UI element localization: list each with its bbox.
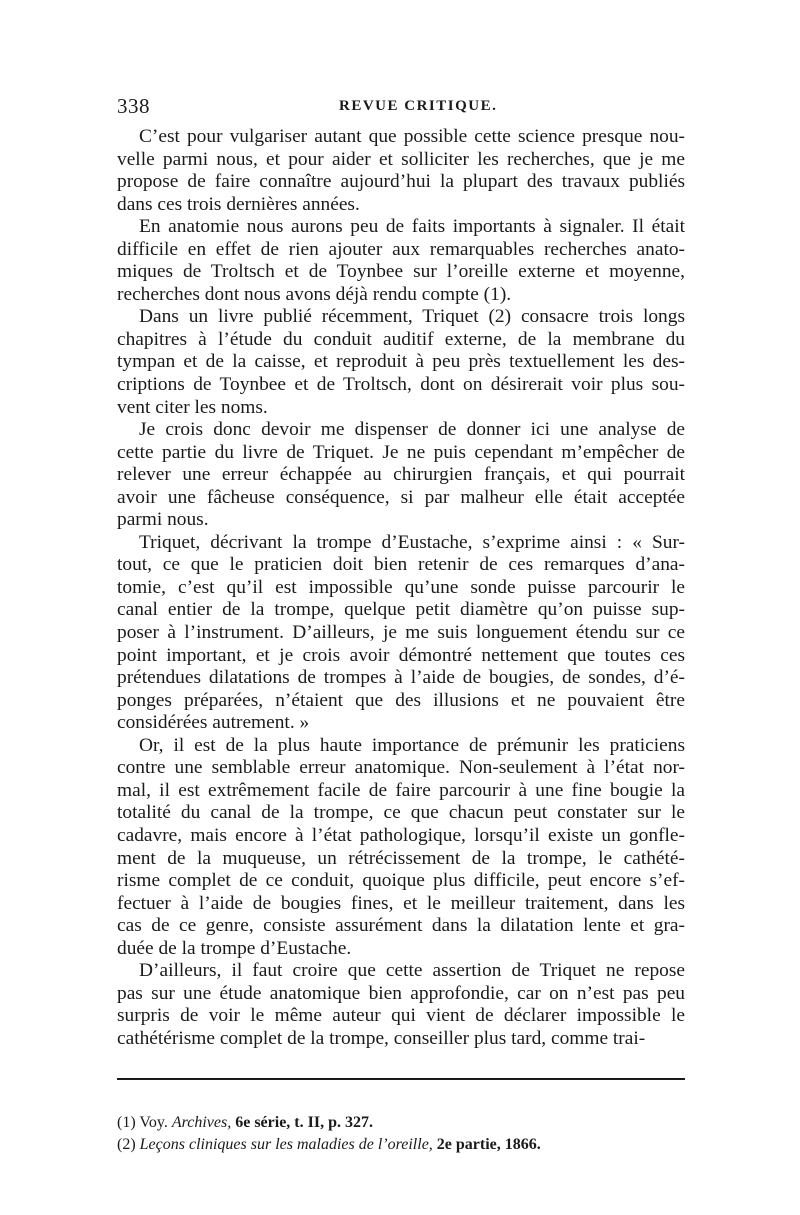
paragraph-line: propose de faire connaître aujourd’hui la plupart des travaux publiés (117, 171, 685, 193)
paragraph-line: Dans un livre publié récemment, Triquet (2) consacre trois longs (139, 306, 685, 328)
paragraph-line: mal, il est extrêmement facile de faire parcourir à une fine bougie la (117, 779, 685, 801)
paragraph-line: dans ces trois dernières années. (117, 193, 360, 215)
paragraph-line: tympan et de la caisse, et reproduit à peu près textuellement les des- (117, 351, 685, 373)
page-header (117, 94, 687, 124)
paragraph-line: ponges préparées, n’étaient que des illusions et ne pouvaient être (117, 689, 685, 711)
footnote-marker: (2) (117, 1136, 136, 1153)
paragraph-line: point important, et je crois avoir démontré nettement que toutes ces (117, 644, 685, 666)
footnote-marker: (1) (117, 1114, 136, 1131)
paragraph-line: cas de ce genre, consiste assurément dans la dilatation lente et gra- (117, 915, 685, 937)
paragraph-line: poser à l’instrument. D’ailleurs, je me suis longuement étendu sur ce (117, 622, 685, 644)
paragraph-line: contre une semblable erreur anatomique. Non-seulement à l’état nor- (117, 757, 685, 779)
paragraph-line: recherches dont nous avons déjà rendu compte (1). (117, 283, 512, 305)
paragraph-line: avoir une fâcheuse conséquence, si par malheur elle était acceptée (117, 486, 685, 508)
paragraph-line: cathétérisme complet de la trompe, conseiller plus tard, comme trai- (117, 1027, 646, 1049)
paragraph-line: tout, ce que le praticien doit bien retenir de ces remarques d’ana- (117, 554, 685, 576)
paragraph-line: difficile en effet de rien ajouter aux remarquables recherches anato- (117, 238, 685, 260)
paragraph-line: miques de Troltsch et de Toynbee sur l’oreille externe et moyenne, (117, 261, 685, 283)
footnote-prefix: Voy. (139, 1114, 168, 1131)
paragraph-line: prétendues dilatations de trompes à l’aide de bougies, de sondes, d’é- (117, 667, 685, 689)
footnote-reference: 2e partie, 1866. (436, 1136, 541, 1153)
paragraph-line: Or, il est de la plus haute importance de prémunir les praticiens (139, 734, 685, 756)
paragraph-line: D’ailleurs, il faut croire que cette assertion de Triquet ne repose (139, 960, 685, 982)
paragraph-line: canal entier de la trompe, quelque petit diamètre qu’on puisse sup- (117, 599, 685, 621)
paragraph-line: cette partie du livre de Triquet. Je ne puis cependant m’empêcher de (117, 441, 685, 463)
paragraph-line: tomie, c’est qu’il est impossible qu’une sonde puisse parcourir le (117, 576, 685, 598)
paragraph-line: chapitres à l’étude du conduit auditif externe, de la membrane du (117, 328, 685, 350)
paragraph-line: En anatomie nous aurons peu de faits importants à signaler. Il était (139, 216, 685, 238)
paragraph-line: totalité du canal de la trompe, ce que chacun peut constater sur le (117, 802, 685, 824)
paragraph-line: considérées autrement. » (117, 712, 310, 734)
body-text (117, 126, 685, 1050)
paragraph-line: duée de la trompe d’Eustache. (117, 937, 352, 959)
paragraph-line: pas sur une étude anatomique bien approfondie, car on n’est pas peu (117, 982, 685, 1004)
paragraph-line: Triquet, décrivant la trompe d’Eustache, s’exprime ainsi : « Sur- (139, 531, 685, 553)
paragraph-line: surpris de voir le même auteur qui vient de déclarer impossible le (117, 1005, 685, 1027)
paragraph-line: C’est pour vulgariser autant que possible cette science presque nou- (139, 126, 685, 147)
paragraph-line: parmi nous. (117, 509, 209, 531)
footnote (117, 1134, 685, 1156)
paragraph-line: Je crois donc devoir me dispenser de donner ici une analyse de (139, 419, 685, 441)
footnote-reference: 6e série, t. II, p. 327. (235, 1114, 373, 1131)
paragraph-line: velle parmi nous, et pour aider et solliciter les recherches, que je me (117, 148, 685, 170)
footnotes (117, 1112, 685, 1156)
running-title: REVUE CRITIQUE. (339, 98, 498, 114)
footnote (117, 1112, 685, 1134)
paragraph-line: criptions de Toynbee et de Troltsch, dont on désirerait voir plus sou- (117, 374, 685, 396)
footnote-source-title: Archives, (171, 1114, 232, 1131)
paragraph-line: fectuer à l’aide de bougies fines, et le meilleur traitement, dans les (117, 892, 685, 914)
paragraph-line: relever une erreur échappée au chirurgien français, et qui pourrait (117, 464, 685, 486)
page-number: 338 (117, 94, 150, 118)
footnote-source-title: Leçons cliniques sur les maladies de l’oreille, (139, 1136, 433, 1153)
paragraph-line: risme complet de ce conduit, quoique plus difficile, peut encore s’ef- (117, 870, 685, 892)
paragraph-line: vent citer les noms. (117, 396, 268, 418)
paragraph-line: ment de la muqueuse, un rétrécissement de la trompe, le cathété- (117, 847, 685, 869)
footnote-rule (117, 1078, 685, 1080)
paragraph-line: cadavre, mais encore à l’état pathologique, lorsqu’il existe un gonfle- (117, 824, 685, 846)
